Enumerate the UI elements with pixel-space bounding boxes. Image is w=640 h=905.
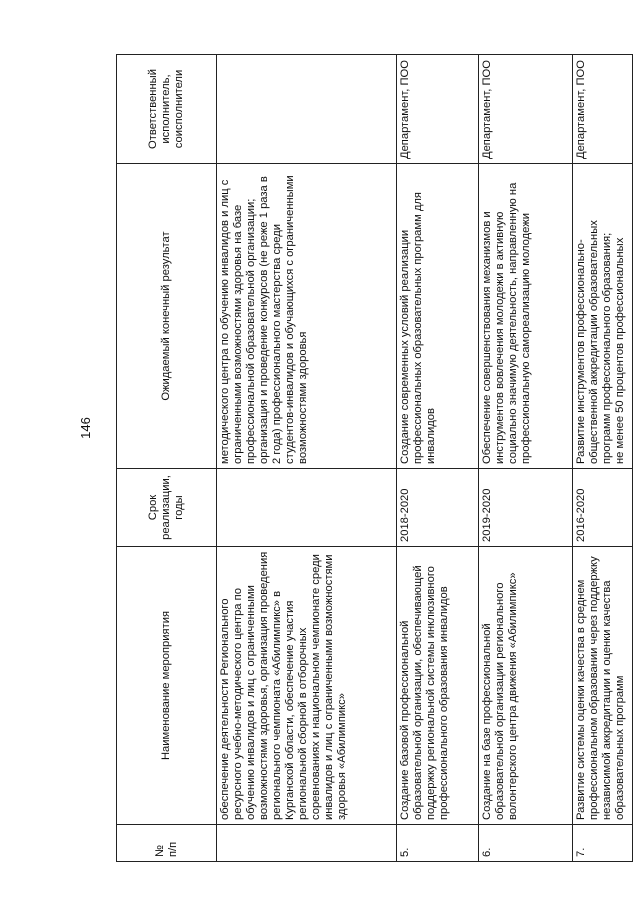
measures-table (116, 54, 633, 862)
row-measure-name: обеспечение деятельности Регионального ресурсного учебно-методического центра по обучению инвалидов и лиц с ограниченными возможностями здоровья, организация проведения регионального чемпионата «Абилимпикс» в Курганской области, обеспечение участия региональной сборной в отборочных соревнованиях и национальном чемпионате среди инвалидов и лиц с ограниченными возможностями здоровья «Абилимпикс» (217, 547, 397, 825)
table-header-row (117, 55, 217, 862)
table-row (573, 55, 633, 862)
row-number: 6. (479, 825, 573, 862)
row-period (217, 469, 397, 547)
header-expected-result: Ожидаемый конечный результат (117, 164, 217, 469)
row-measure-name: Развитие системы оценки качества в среднем профессиональном образовании через поддержку независимой аккредитации и оценки качества образовательных программ (573, 547, 633, 825)
row-number: 5. (397, 825, 479, 862)
header-measure-name: Наименование мероприятия (117, 547, 217, 825)
table-row (479, 55, 573, 862)
row-number (217, 825, 397, 862)
row-expected-result: Развитие инструментов профессионально-общественной аккредитации образовательных программ профессионального образования; не менее 50 процентов профессиональных (573, 164, 633, 469)
row-executor: Департамент, ПОО (479, 55, 573, 164)
page-number: 146 (78, 417, 93, 439)
table-row (217, 55, 397, 862)
row-period: 2019-2020 (479, 469, 573, 547)
rotated-table-container (116, 55, 632, 862)
row-expected-result: Обеспечение совершенствования механизмов и инструментов вовлечения молодежи в активную социально значимую деятельность, направленную на профессиональную самореализацию молодежи (479, 164, 573, 469)
row-number: 7. (573, 825, 633, 862)
row-measure-name: Создание базовой профессиональной образовательной организации, обеспечивающей поддержку региональной системы инклюзивного профессионального образования инвалидов (397, 547, 479, 825)
header-period: Срок реализации, годы (117, 469, 217, 547)
row-period: 2016-2020 (573, 469, 633, 547)
row-period: 2018-2020 (397, 469, 479, 547)
header-executor: Ответственный исполнитель, соисполнители (117, 55, 217, 164)
row-expected-result: методического центра по обучению инвалидов и лиц с ограниченными возможностями здоровья на базе профессиональной образовательной организации; организация и проведение конкурсов (не реже 1 раза в 2 года) профессионального мастерства среди студентов-инвалидов и обучающихся с ограниченными возможностями здоровья (217, 164, 397, 469)
row-executor: Департамент, ПОО (573, 55, 633, 164)
table-row (397, 55, 479, 862)
row-executor: Департамент, ПОО (397, 55, 479, 164)
row-expected-result: Создание современных условий реализации профессиональных образовательных программ для инвалидов (397, 164, 479, 469)
header-number: № п/п (117, 825, 217, 862)
row-measure-name: Создание на базе профессиональной образовательной организации регионального волонтерского центра движения «Абилимпикс» (479, 547, 573, 825)
row-executor (217, 55, 397, 164)
